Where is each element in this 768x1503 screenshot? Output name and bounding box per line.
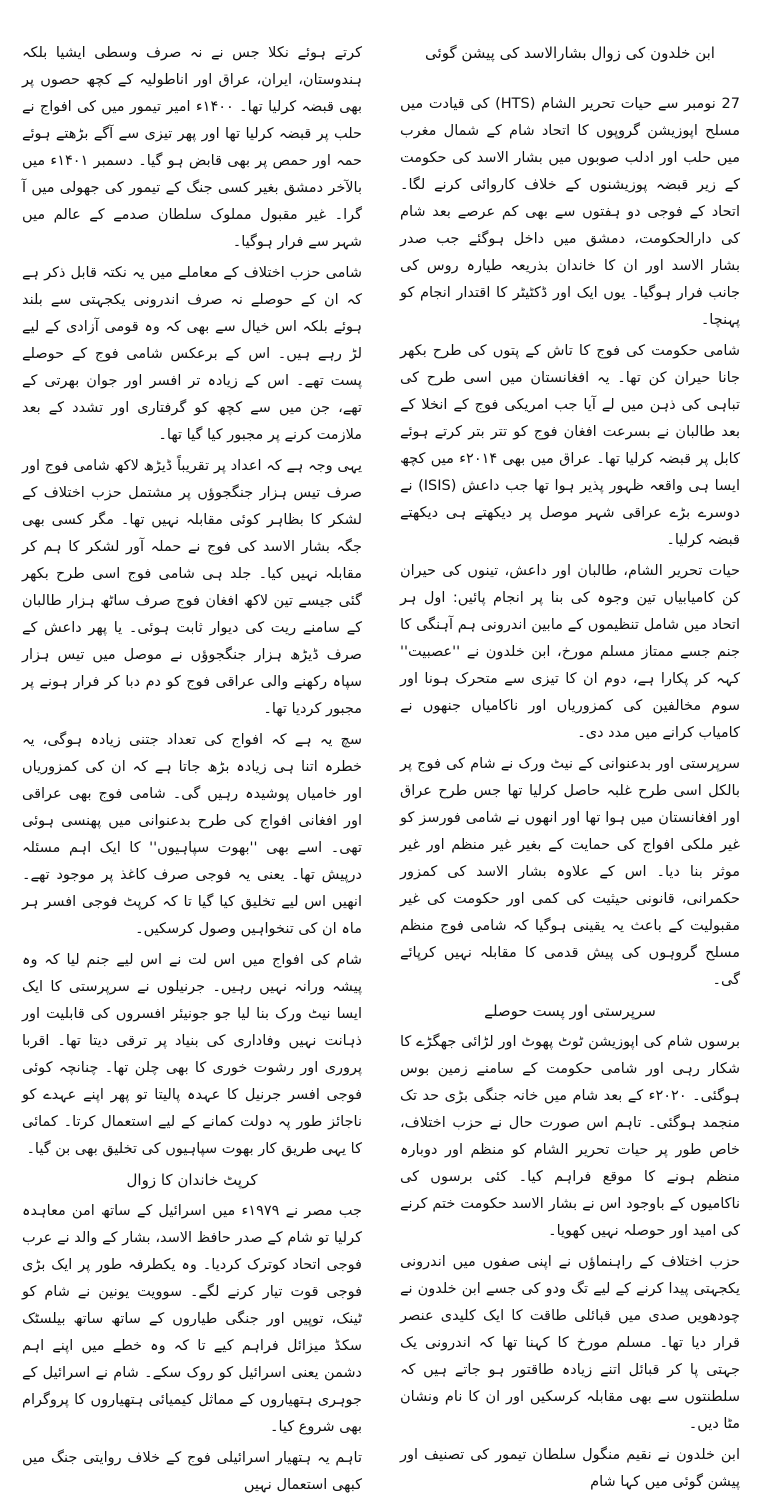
paragraph: حیات تحریر الشام، طالبان اور داعش، تینوں کی حیران کن کامیابیاں تین وجوہ کی بنا پر انجام پائیں: اول ہر اتحاد میں شامل تنظیموں کے مابین اندرونی ہم آہنگی کا جنم جسے ممتاز مسلم مورخ، ابن خلدون نے ''عصبیت'' کہہ کر پکارا ہے، دوم ان کا تیزی سے متحرک ہونا اور سوم مخالفین کی کمزوریاں اور ناکامیاں جنھوں نے کامیاب کرانے میں مدد دی۔ <box>400 563 740 741</box>
section-heading: سرپرستی اور پست حوصلے <box>484 1002 656 1020</box>
paragraph: جب مصر نے ۱۹۷۹ء میں اسرائیل کے ساتھ امن معاہدہ کرلیا تو شام کے صدر حافظ الاسد، بشار کے والد نے عرب فوجی اتحاد کوترک کردیا۔ وہ یکطرفہ طور پر ایک بڑی فوجی قوت تیار کرنے لگے۔ سوویت یونین نے شام کو ٹینک، توپیں اور جنگی طیاروں کے ساتھ ساتھ بیلسٹک سکڈ میزائل فراہم کیے تا کہ وہ خطے میں اپنے اہم دشمن یعنی اسرائیل کو روک سکے۔ شام نے اسرائیل کے جوہری ہتھیاروں کے مماثل کیمیائی ہتھیاروں کا پروگرام بھی شروع کیا۔ <box>22 1203 362 1435</box>
paragraph: حزب اختلاف کے راہنماؤں نے اپنی صفوں میں اندرونی یکجہتی پیدا کرنے کے لیے تگ ودو کی جسے ابن خلدون نے چودھویں صدی میں قبائلی طاقت کا ایک کلیدی عنصر قرار دیا تھا۔ مسلم مورخ کا کہنا تھا کہ اندرونی یک جہتی پا کر قبائل اتنے زیادہ طاقتور ہو جاتے ہیں کہ سلطنتوں سے بھی مقابلہ کرسکیں اور ان کا نام ونشان مٹا دیں۔ <box>400 1254 740 1432</box>
paragraph: ابن خلدون نے نقیم منگول سلطان تیمور کی تصنیف اور پیشن گوئی میں کہا شام <box>400 1447 740 1490</box>
paragraph: یہی وجہ ہے کہ اعداد پر تقریباً ڈیڑھ لاکھ شامی فوج اور صرف تیس ہزار جنگجوؤں پر مشتمل حزب اختلاف کے لشکر کا بظاہر کوئی مقابلہ نہیں تھا۔ مگر کسی بھی جگہ بشار الاسد کی فوج نے حملہ آور لشکر کا ہم کر مقابلہ نہیں کیا۔ جلد ہی شامی فوج اسی طرح بکھر گئی جیسے تین لاکھ افغان فوج صرف ساٹھ ہزار طالبان کے سامنے ریت کی دیوار ثابت ہوئی۔ یا پھر داعش کے صرف ڈیڑھ ہزار جنگجوؤں نے موصل میں تیس ہزار سپاہ رکھنے والی عراقی فوج کو دم دبا کر فرار ہونے پر مجبور کردیا تھا۔ <box>22 458 362 717</box>
paragraph: تاہم یہ ہتھیار اسرائیلی فوج کے خلاف روایتی جنگ میں کبھی استعمال نہیں <box>22 1450 362 1493</box>
section-heading: کرپٹ خاندان کا زوال <box>126 1171 258 1189</box>
paragraph: شامی حکومت کی فوج کا تاش کے پتوں کی طرح بکھر جانا حیران کن تھا۔ یہ افغانستان میں اسی طرح کی تباہی کی ذہن میں لے آیا جب امریکی فوج کے انخلا کے بعد طالبان نے بسرعت افغان فوج کو تتر بتر کرتے ہوئے کابل پر قبضہ کرلیا تھا۔ عراق میں بھی ۲۰۱۴ء میں کچھ ایسا ہی واقعہ ظہور پذیر ہوا تھا جب داعش (ISIS) نے دوسرے بڑے عراقی شہر موصل پر دیکھتے ہی دیکھتے قبضہ کرلیا۔ <box>400 343 740 548</box>
paragraph: 27 نومبر سے حیات تحریر الشام (HTS) کی قیادت میں مسلح اپوزیشن گروپوں کا اتحاد شام کے شمال مغرب میں حلب اور ادلب صوبوں میں بشار الاسد کی حکومت کے زیر قبضہ پوزیشنوں کے خلاف کاروائی کرنے لگا۔ اتحاد کے فوجی دو ہفتوں سے بھی کم عرصے بعد شام کی دارالحکومت، دمشق میں داخل ہوگئے جب صدر بشار الاسد اور ان کا خاندان بذریعہ طیارہ روس کی جانب فرار ہوگیا۔ یوں ایک اور ڈکٹیٹر کا اقتدار انجام کو پہنچا۔ <box>400 96 740 328</box>
paragraph: برسوں شام کی اپوزیشن ٹوٹ پھوٹ اور لڑائی جھگڑے کا شکار رہی اور شامی حکومت کے سامنے زمین بوس ہوگئی۔ ۲۰۲۰ء کے بعد شام میں خانہ جنگی بڑی حد تک منجمد ہوگئی۔ تاہم اس صورت حال نے حزب اختلاف، خاص طور پر حیات تحریر الشام کو منظم اور دوبارہ منظم ہونے کا موقع فراہم کیا۔ کئی برسوں کی ناکامیوں کے باوجود اس نے بشار الاسد حکومت ختم کرنے کی امید اور حوصلہ نہیں کھویا۔ <box>400 1034 740 1239</box>
paragraph: شام کی افواج میں اس لت نے اس لیے جنم لیا کہ وہ پیشہ ورانہ نہیں رہیں۔ جرنیلوں نے سرپرستی کا ایک ایسا نیٹ ورک بنا لیا جو جونیئر افسروں کی قابلیت اور ذہانت نہیں وفاداری کی بنیاد پر ترقی دیتا تھا۔ اقربا پروری اور رشوت خوری کا بھی چلن تھا۔ چنانچہ کوئی فوجی افسر جرنیل کا عہدہ پالیتا تو پھر اپنے عہدے کو ناجائز طور پہ دولت کمانے کے لیے استعمال کرتا۔ کمائی کا یہی طریق کار بھوت سپاہیوں کی تخلیق بھی بن گیا۔ <box>22 952 362 1157</box>
paragraph: سچ یہ ہے کہ افواج کی تعداد جتنی زیادہ ہوگی، یہ خطرہ اتنا ہی زیادہ بڑھ جاتا ہے کہ ان کی کمزوریاں اور خامیاں پوشیدہ رہیں گی۔ شامی فوج بھی عراقی اور افغانی افواج کی طرح بدعنوانی میں پھنسی ہوئی تھی۔ اسے بھی ''بھوت سپاہیوں'' کا ایک اہم مسئلہ درپیش تھا۔ یعنی یہ فوجی صرف کاغذ پر موجود تھے۔ انھیں اس لیے تخلیق کیا گیا تا کہ کرپٹ فوجی افسر ہر ماہ ان کی تنخواہیں وصول کرسکیں۔ <box>22 732 362 937</box>
paragraph: سرپرستی اور بدعنوانی کے نیٹ ورک نے شام کی فوج پر بالکل اسی طرح غلبہ حاصل کرلیا تھا جس طرح عراق اور افغانستان میں ہوا تھا اور انھوں نے شامی فورسز کو غیر ملکی افواج کی حمایت کے بغیر غیر منظم اور غیر موثر بنا دیا۔ اس کے علاوہ بشار الاسد کی کمزور حکمرانی، قانونی حیثیت کی کمی اور حکومت کی غیر مقبولیت کے باعث یہ یقینی ہوگیا کہ شامی فوج منظم مسلح گروہوں کی پیش قدمی کا مقابلہ نہیں کرپائے گی۔ <box>400 756 740 988</box>
right-column <box>400 40 740 1500</box>
paragraph: شامی حزب اختلاف کے معاملے میں یہ نکتہ قابل ذکر ہے کہ ان کے حوصلے نہ صرف اندرونی یکجہتی سے بلند ہوئے بلکہ اس خیال سے بھی کہ وہ قومی آزادی کے لیے لڑ رہے ہیں۔ اس کے برعکس شامی فوج کے حوصلے پست تھے۔ اس کے زیادہ تر افسر اور جوان بھرتی کے تھے، جن میں سے کچھ کو گرفتاری اور تشدد کے بعد ملازمت کرنے پر مجبور کیا گیا تھا۔ <box>22 265 362 443</box>
left-column <box>22 40 362 1503</box>
paragraph: کرتے ہوئے نکلا جس نے نہ صرف وسطی ایشیا بلکہ ہندوستان، ایران، عراق اور اناطولیہ کے کچھ حصوں پر بھی قبضہ کرلیا تھا۔ ۱۴۰۰ء امیر تیمور میں کی افواج نے حلب پر قبضہ کرلیا تھا اور پھر تیزی سے آگے بڑھتے ہوئے حمہ اور حمص پر بھی قابض ہو گیا۔ دسمبر ۱۴۰۱ء میں بالآخر دمشق بغیر کسی جنگ کے تیمور کی جھولی میں آ گرا۔ غیر مقبول مملوک سلطان صدمے کے عالم میں شہر سے فرار ہوگیا۔ <box>22 45 362 250</box>
article-title: ابن خلدون کی زوال بشارالاسد کی پیشن گوئی <box>425 44 715 62</box>
